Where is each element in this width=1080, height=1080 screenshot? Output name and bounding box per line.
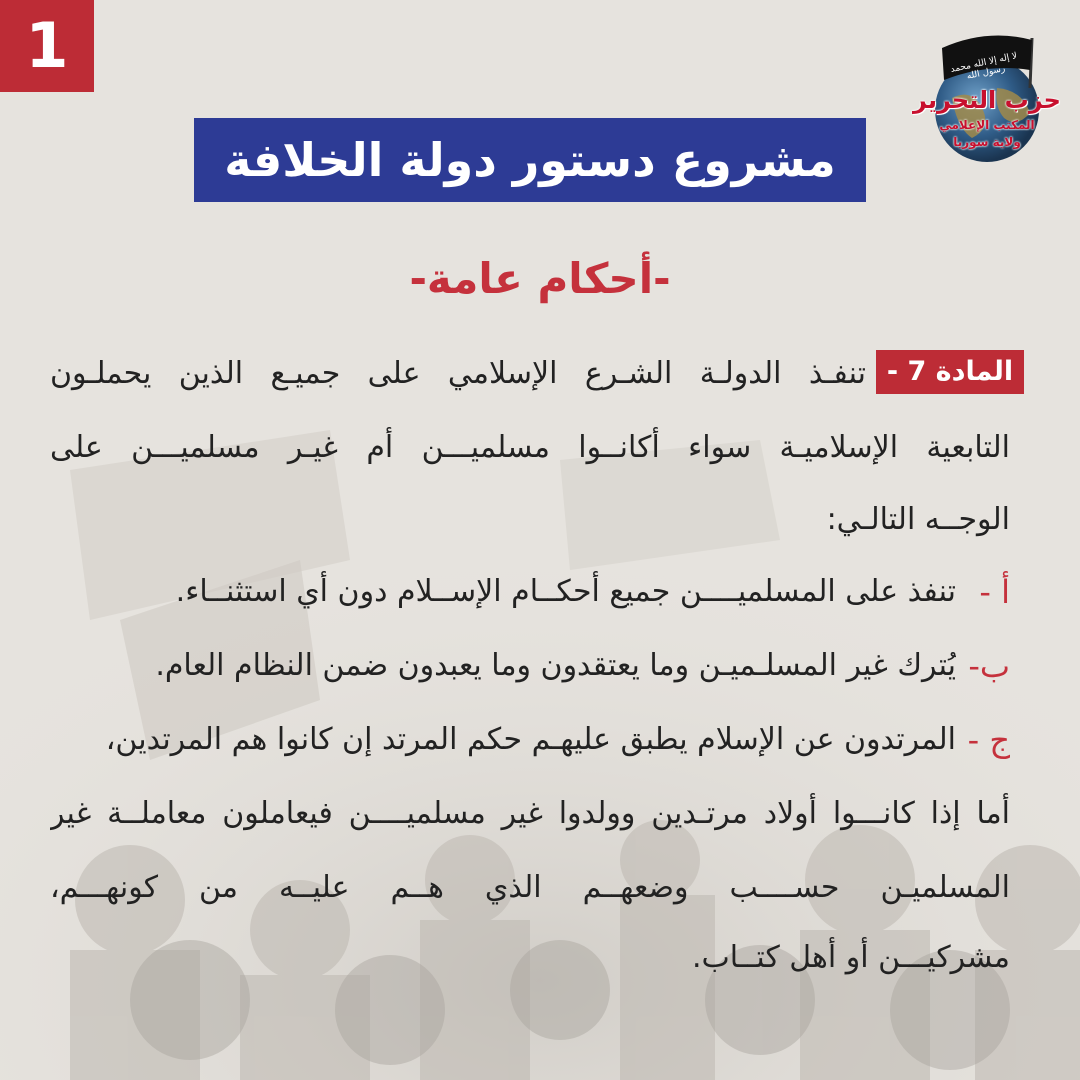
logo-region: ولاية سوريا (953, 135, 1021, 149)
logo-flag-text: لا إله إلا الله محمد رسول الله (949, 51, 1019, 82)
section-subtitle: -أحكام عامة- (409, 254, 671, 303)
article-number-badge: المادة 7 - (876, 350, 1024, 394)
item-line: يُترك غير المسلـميـن وما يعتقدون وما يعبدون ضمن النظام العام. (155, 648, 956, 683)
item-line: المرتدون عن الإسلام يطبق عليهـم حكم المرتد إن كانوا هم المرتدين، (105, 722, 956, 757)
item-line: تنفذ على المسلميــــن جميع أحكــام الإســلام دون أي استثنــاء. (175, 574, 956, 609)
party-logo (912, 18, 1062, 168)
article-line: تنفـذ الدولـة الشـرع الإسلامي على جميـع الذين يحملـون (50, 356, 866, 391)
logo-party-name: حزب التحرير (913, 86, 1061, 114)
page-title: مشروع دستور دولة الخلافة (194, 118, 866, 202)
item-line: المسلميـن حســــب وضعهــم الذي هــم عليــه من كونهـــم، (50, 870, 1010, 905)
item-line: مشركيـــن أو أهل كتــاب. (691, 940, 1010, 975)
logo-office: المكتب الإعلامي (939, 118, 1035, 132)
item-line: أما إذا كانـــوا أولاد مرتـدين وولدوا غير مسلميــــن فيعاملون معاملــة غير (50, 796, 1010, 831)
article-line: التابعية الإسلاميـة سواء أكانــوا مسلميـــن أم غيـر مسلميـــن على (50, 430, 1010, 465)
article-line: الوجــه التالـي: (826, 502, 1010, 537)
page-number-badge: 1 (0, 0, 94, 92)
item-marker-a: أ - (979, 573, 1010, 611)
item-marker-c: ج - (967, 721, 1010, 759)
item-marker-b: ب- (968, 647, 1010, 685)
